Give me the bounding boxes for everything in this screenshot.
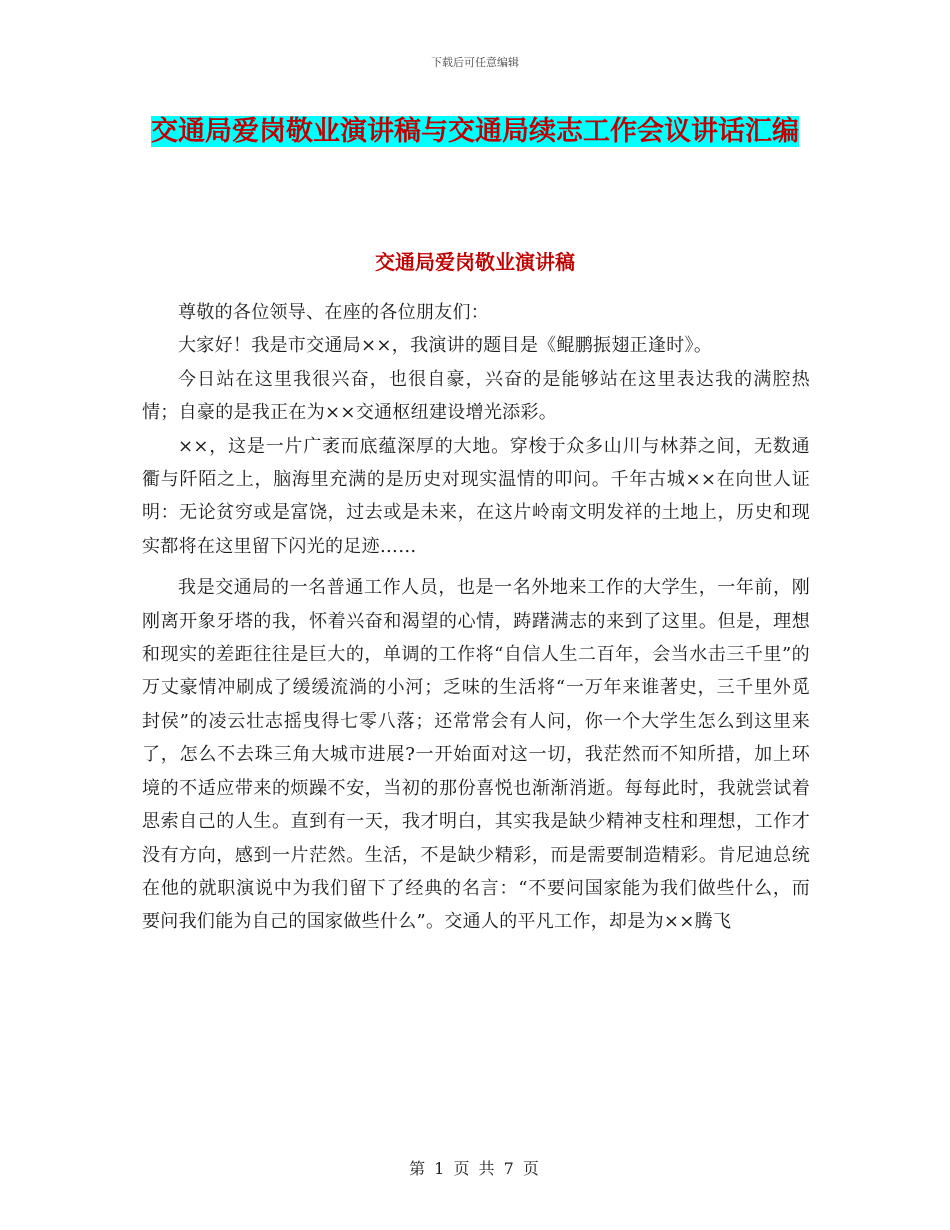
document-title-text: 交通局爱岗敬业演讲稿与交通局续志工作会议讲话汇编 (151, 116, 799, 147)
section-title: 交通局爱岗敬业演讲稿 (375, 250, 575, 274)
body-text (142, 296, 810, 939)
page-footer: 第 1 页 共 7 页 (409, 1159, 541, 1178)
paragraph: 尊敬的各位领导、在座的各位朋友们： (178, 302, 490, 323)
document-title (150, 108, 800, 156)
header-note: 下载后可任意编辑 (431, 56, 519, 69)
paragraph: 大家好！我是市交通局××，我演讲的题目是《鲲鹏振翅正逢时》。 (178, 335, 713, 357)
paragraph: ××，这是一片广袤而底蕴深厚的大地。穿梭于众多山川与林莽之间，无数通衢与阡陌之上，脑海里充满的是历史对现实温情的叩问。千年古城××在向世人证明：无论贫穷或是富饶，过去或是未来，在这片岭南文明发祥的土地上，历史和现实都将在这里留下闪光的足迹…… (142, 435, 810, 557)
paragraph: 我是交通局的一名普通工作人员，也是一名外地来工作的大学生，一年前，刚刚离开象牙塔的我，怀着兴奋和渴望的心情，踌躇满志的来到了这里。但是，理想和现实的差距往往是巨大的，单调的工作将“自信人生二百年，会当水击三千里”的万丈豪情冲刷成了缓缓流淌的小河；乏味的生活将“一万年来谁著史，三千里外觅封侯”的凌云壮志摇曳得七零八落；还常常会有人问，你一个大学生怎么到这里来了，怎么不去珠三角大城市进展?一开始面对这一切，我茫然而不知所措，加上环境的不适应带来的烦躁不安，当初的那份喜悦也渐渐消逝。每每此时，我就尝试着思索自己的人生。直到有一天，我才明白，其实我是缺少精神支柱和理想，工作才没有方向，感到一片茫然。生活，不是缺少精彩，而是需要制造精彩。肯尼迪总统在他的就职演说中为我们留下了经典的名言：“不要问国家能为我们做些什么，而要问我们能为自己的国家做些什么”。交通人的平凡工作，却是为××腾飞 (142, 577, 810, 933)
paragraph: 今日站在这里我很兴奋，也很自豪，兴奋的是能够站在这里表达我的满腔热情；自豪的是我正在为××交通枢纽建设增光添彩。 (142, 368, 810, 424)
